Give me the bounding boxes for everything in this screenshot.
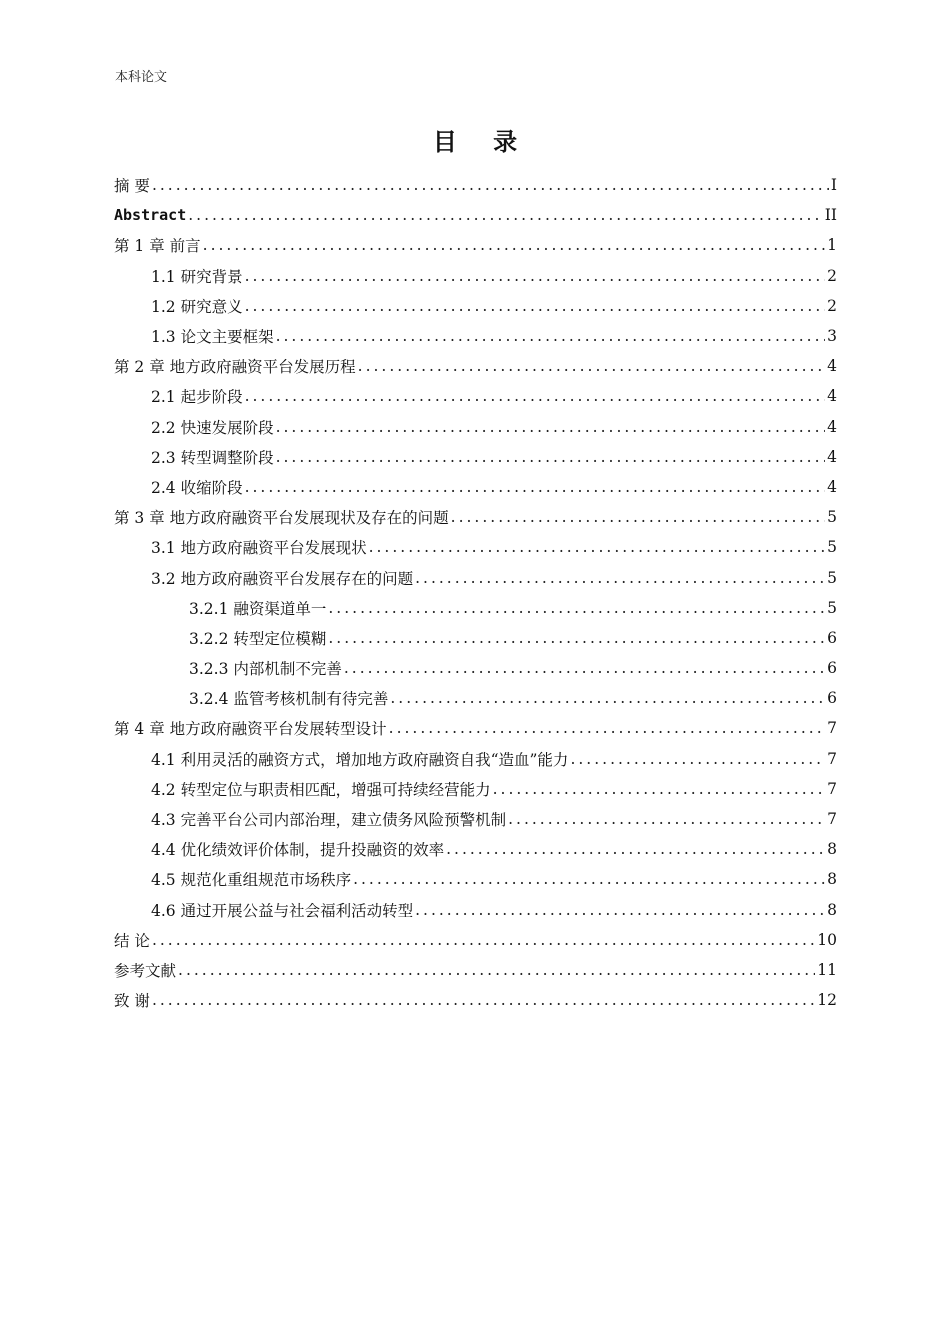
- toc-entry-page: 4: [827, 477, 837, 496]
- toc-leader-dots: [358, 357, 825, 375]
- toc-leader-dots: [245, 387, 826, 405]
- toc-entry-page: 2: [827, 266, 837, 285]
- toc-entry[interactable]: [114, 412, 837, 442]
- toc-entry[interactable]: [114, 291, 837, 321]
- toc-entry[interactable]: [114, 261, 837, 291]
- toc-leader-dots: [245, 267, 826, 285]
- toc-entry-page: 7: [827, 810, 837, 829]
- toc-leader-dots: [369, 538, 826, 556]
- toc-entry-title: 第 3 章 地方政府融资平台发展现状及存在的问题: [114, 509, 449, 528]
- toc-entry-page: 7: [827, 779, 837, 798]
- toc-entry[interactable]: [114, 442, 837, 472]
- toc-entry-page: I: [830, 176, 837, 195]
- toc-leader-dots: [493, 780, 826, 798]
- toc-entry-title: 4.5 规范化重组规范市场秩序: [151, 871, 352, 890]
- toc-leader-dots: [152, 176, 829, 194]
- toc-entry-title: 第 1 章 前言: [114, 237, 201, 256]
- toc-entry-page: 12: [817, 991, 837, 1010]
- toc-leader-dots: [245, 297, 826, 315]
- toc-entry-title: 2.1 起步阶段: [151, 388, 243, 407]
- toc-entry-title: 第 2 章 地方政府融资平台发展历程: [114, 358, 356, 377]
- toc-leader-dots: [353, 870, 825, 888]
- toc-leader-dots: [178, 961, 815, 979]
- toc-entry-page: 1: [827, 236, 837, 255]
- toc-entry-title: 4.6 通过开展公益与社会福利活动转型: [151, 901, 414, 920]
- toc-leader-dots: [328, 629, 825, 647]
- toc-entry-title: Abstract: [114, 206, 187, 225]
- toc-leader-dots: [344, 659, 825, 677]
- toc-entry[interactable]: [114, 744, 837, 774]
- toc-entry-title: 4.3 完善平台公司内部治理，建立债务风险预警机制: [151, 811, 507, 830]
- toc-entry[interactable]: [114, 955, 837, 985]
- toc-entry-title: 2.4 收缩阶段: [151, 478, 243, 497]
- toc-leader-dots: [415, 569, 825, 587]
- toc-entry[interactable]: [114, 200, 837, 230]
- toc-leader-dots: [451, 508, 825, 526]
- toc-entry-page: II: [824, 206, 837, 225]
- toc-entry[interactable]: [114, 864, 837, 894]
- toc-entry-page: 8: [827, 900, 837, 919]
- toc-entry[interactable]: [114, 623, 837, 653]
- toc-entry[interactable]: [114, 713, 837, 743]
- toc-entry[interactable]: [114, 230, 837, 260]
- toc-entry[interactable]: [114, 985, 837, 1015]
- toc-leader-dots: [152, 931, 815, 949]
- toc-entry-title: 2.3 转型调整阶段: [151, 448, 274, 467]
- toc-entry-title: 1.2 研究意义: [151, 297, 243, 316]
- toc-entry[interactable]: [114, 593, 837, 623]
- toc-entry-title: 1.3 论文主要框架: [151, 328, 274, 347]
- toc-entry-title: 1.1 研究背景: [151, 267, 243, 286]
- toc-entry[interactable]: [114, 653, 837, 683]
- toc-entry-page: 8: [827, 870, 837, 889]
- toc-entry-title: 3.2.3 内部机制不完善: [189, 660, 342, 679]
- toc-leader-dots: [152, 991, 815, 1009]
- toc-entry-page: 4: [827, 447, 837, 466]
- page-title: 目 录: [432, 127, 532, 156]
- toc-entry[interactable]: [114, 472, 837, 502]
- toc-entry-title: 4.1 利用灵活的融资方式，增加地方政府融资自我“造血”能力: [151, 750, 569, 769]
- toc-entry-title: 3.2 地方政府融资平台发展存在的问题: [151, 569, 414, 588]
- toc-entry-page: 5: [827, 508, 837, 527]
- toc-entry-page: 3: [827, 327, 837, 346]
- toc-entry-title: 3.2.4 监管考核机制有待完善: [189, 690, 389, 709]
- toc-leader-dots: [508, 810, 825, 828]
- toc-leader-dots: [188, 206, 823, 224]
- toc-entry-title: 摘 要: [114, 177, 150, 196]
- toc-entry-title: 2.2 快速发展阶段: [151, 418, 274, 437]
- toc-entry-page: 5: [827, 598, 837, 617]
- toc-entry-title: 4.4 优化绩效评价体制，提升投融资的效率: [151, 841, 445, 860]
- toc-entry[interactable]: [114, 834, 837, 864]
- toc-leader-dots: [446, 840, 825, 858]
- toc-entry-title: 3.2.1 融资渠道单一: [189, 599, 327, 618]
- toc-leader-dots: [276, 448, 826, 466]
- toc-leader-dots: [276, 327, 826, 345]
- table-of-contents: [114, 170, 837, 1015]
- toc-leader-dots: [276, 418, 826, 436]
- toc-entry-page: 5: [827, 568, 837, 587]
- toc-leader-dots: [389, 719, 825, 737]
- toc-entry-page: 6: [827, 659, 837, 678]
- toc-entry[interactable]: [114, 170, 837, 200]
- toc-entry-page: 6: [827, 689, 837, 708]
- toc-entry[interactable]: [114, 774, 837, 804]
- toc-leader-dots: [203, 236, 825, 254]
- toc-entry[interactable]: [114, 925, 837, 955]
- toc-entry-title: 3.1 地方政府融资平台发展现状: [151, 539, 367, 558]
- toc-entry-page: 4: [827, 387, 837, 406]
- toc-entry-page: 10: [817, 930, 837, 949]
- toc-entry[interactable]: [114, 683, 837, 713]
- toc-entry-title: 参考文献: [114, 961, 177, 980]
- toc-entry[interactable]: [114, 532, 837, 562]
- toc-entry-page: 2: [827, 296, 837, 315]
- toc-leader-dots: [570, 750, 825, 768]
- toc-entry[interactable]: [114, 321, 837, 351]
- toc-entry[interactable]: [114, 804, 837, 834]
- toc-entry-page: 4: [827, 417, 837, 436]
- toc-entry-page: 7: [827, 749, 837, 768]
- toc-entry[interactable]: [114, 351, 837, 381]
- toc-entry-title: 第 4 章 地方政府融资平台发展转型设计: [114, 720, 387, 739]
- toc-entry[interactable]: [114, 502, 837, 532]
- toc-leader-dots: [390, 689, 825, 707]
- toc-entry-title: 4.2 转型定位与职责相匹配，增强可持续经营能力: [151, 780, 491, 799]
- toc-entry-page: 4: [827, 357, 837, 376]
- toc-entry-title: 致 谢: [114, 992, 150, 1011]
- toc-entry-title: 3.2.2 转型定位模糊: [189, 629, 327, 648]
- toc-entry-page: 11: [817, 960, 837, 979]
- toc-entry-page: 6: [827, 628, 837, 647]
- toc-entry[interactable]: [114, 381, 837, 411]
- toc-entry[interactable]: [114, 562, 837, 592]
- toc-leader-dots: [245, 478, 826, 496]
- toc-leader-dots: [328, 599, 825, 617]
- toc-entry-page: 8: [827, 840, 837, 859]
- toc-leader-dots: [415, 901, 825, 919]
- toc-entry-page: 5: [827, 538, 837, 557]
- toc-entry-title: 结 论: [114, 931, 150, 950]
- toc-entry-page: 7: [827, 719, 837, 738]
- page-header: 本科论文: [115, 70, 168, 85]
- toc-entry[interactable]: [114, 895, 837, 925]
